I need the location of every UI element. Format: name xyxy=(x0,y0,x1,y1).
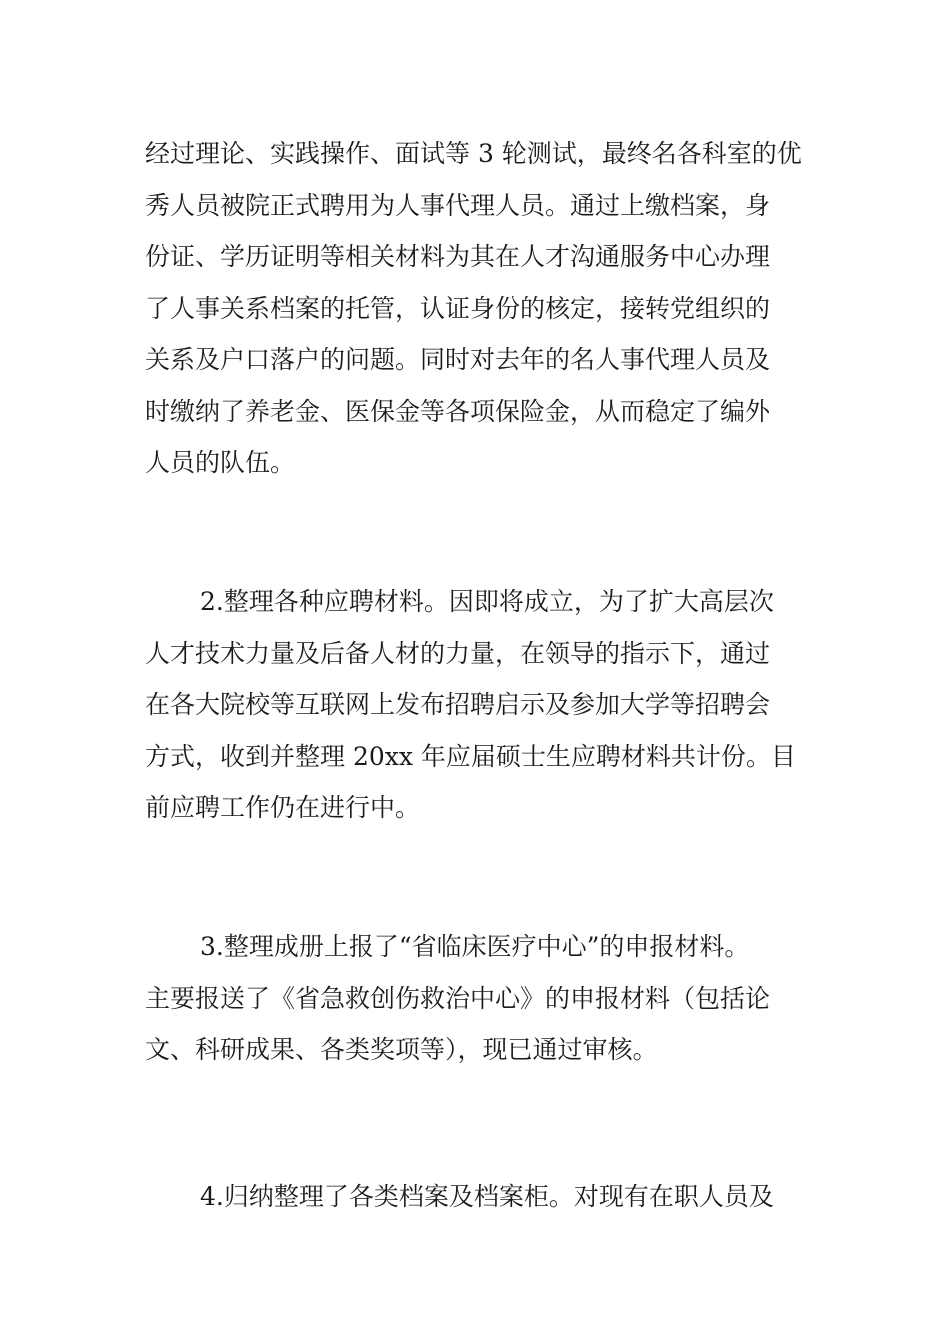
text-line: 2.整理各种应聘材料。因即将成立，为了扩大高层次 xyxy=(200,587,774,616)
text-line: 经过理论、实践操作、面试等 3 轮测试，最终名各科室的优 xyxy=(145,139,802,168)
text-line: 在各大院校等互联网上发布招聘启示及参加大学等招聘会 xyxy=(145,690,771,719)
text-line: 主要报送了《省急救创伤救治中心》的申报材料（包括论 xyxy=(145,983,771,1013)
text-line: 时缴纳了养老金、医保金等各项保险金，从而稳定了编外 xyxy=(145,396,771,426)
paragraph-archives xyxy=(145,1171,810,1223)
text-line: 3.整理成册上报了“省临床医疗中心”的申报材料。 xyxy=(200,932,750,961)
text-line: 4.归纳整理了各类档案及档案柜。对现有在职人员及 xyxy=(200,1182,774,1211)
text-line: 文、科研成果、各类奖项等），现已通过审核。 xyxy=(145,1035,658,1064)
paragraph-personnel-agency xyxy=(145,128,810,489)
text-line: 了人事关系档案的托管，认证身份的核定，接转党组织的 xyxy=(145,293,771,323)
text-line: 人才技术力量及后备人材的力量，在领导的指示下，通过 xyxy=(145,638,771,668)
text-line: 秀人员被院正式聘用为人事代理人员。通过上缴档案，身 xyxy=(145,190,771,220)
text-line: 人员的队伍。 xyxy=(145,448,296,477)
text-line: 份证、学历证明等相关材料为其在人才沟通服务中心办理 xyxy=(145,242,771,271)
paragraph-clinical-center-declaration xyxy=(145,921,810,1076)
text-line: 方式，收到并整理 20xx 年应届硕士生应聘材料共计份。目 xyxy=(145,741,796,771)
text-line: 前应聘工作仍在进行中。 xyxy=(145,793,421,822)
text-line: 关系及户口落户的问题。同时对去年的名人事代理人员及 xyxy=(145,345,771,374)
paragraph-application-materials xyxy=(145,576,810,834)
